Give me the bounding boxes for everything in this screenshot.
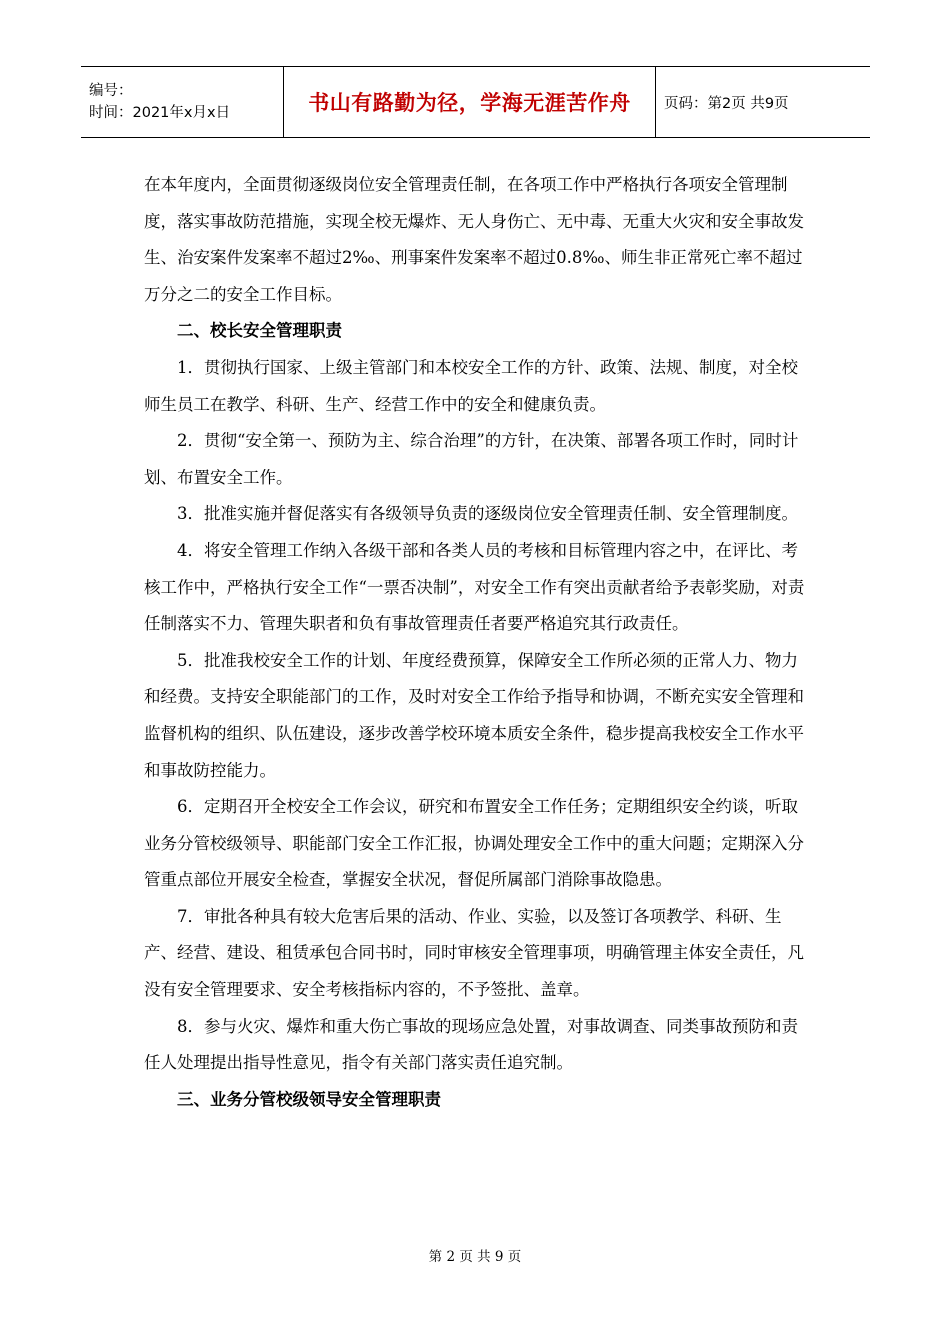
number-label: 编号： [89, 83, 133, 99]
page-header [81, 66, 870, 138]
header-page-info [656, 67, 870, 137]
duty-item-7: 7．审批各种具有较大危害后果的活动、作业、实验，以及签订各项教学、科研、生产、经营、建设、租赁承包合同书时，同时审核安全管理事项，明确管理主体安全责任，凡没有安全管理要求、安全考核指标内容的，不予签批、盖章。 [144, 906, 804, 1000]
duty-item-1: 1．贯彻执行国家、上级主管部门和本校安全工作的方针、政策、法规、制度，对全校师生员工在教学、科研、生产、经营工作中的安全和健康负责。 [144, 357, 798, 414]
section-heading-2: 二、校长安全管理职责 [177, 321, 342, 341]
page-label: 页码：第2页 共9页 [664, 95, 789, 112]
duty-item-3: 3．批准实施并督促落实有各级领导负责的逐级岗位安全管理责任制、安全管理制度。 [177, 504, 798, 524]
duty-item-5: 5．批准我校安全工作的计划、年度经费预算，保障安全工作所必须的正常人力、物力和经费。支持安全职能部门的工作，及时对安全工作给予指导和协调，不断充实安全管理和监督机构的组织、队伍建设，逐步改善学校环境本质安全条件，稳步提高我校安全工作水平和事故防控能力。 [144, 650, 804, 780]
motto-text: 书山有路勤为径，学海无涯苦作舟 [308, 91, 631, 115]
page-footer: 第 2 页 共 9 页 [428, 1249, 522, 1265]
intro-paragraph: 在本年度内，全面贯彻逐级岗位安全管理责任制，在各项工作中严格执行各项安全管理制度，落实事故防范措施，实现全校无爆炸、无人身伤亡、无中毒、无重大火灾和安全事故发生、治安案件发案率不超过2‰、刑事案件发案率不超过0.8‰、师生非正常死亡率不超过万分之二的安全工作目标。 [144, 175, 804, 304]
duty-item-6: 6．定期召开全校安全工作会议，研究和布置安全工作任务；定期组织安全约谈，听取业务分管校级领导、职能部门安全工作汇报，协调处理安全工作中的重大问题；定期深入分管重点部位开展安全检查，掌握安全状况，督促所属部门消除事故隐患。 [144, 797, 804, 890]
duty-item-8: 8．参与火灾、爆炸和重大伤亡事故的现场应急处置，对事故调查、同类事故预防和责任人处理提出指导性意见，指令有关部门落实责任追究制。 [144, 1016, 798, 1073]
duty-item-2: 2．贯彻“安全第一、预防为主、综合治理”的方针，在决策、部署各项工作时，同时计划、布置安全工作。 [144, 431, 799, 487]
date-label: 时间：2021年x月x日 [89, 105, 231, 121]
document-body [144, 167, 808, 1118]
header-motto [283, 67, 656, 137]
header-meta [81, 67, 283, 137]
section-heading-3: 三、业务分管校级领导安全管理职责 [177, 1089, 441, 1109]
duty-item-4: 4．将安全管理工作纳入各级干部和各类人员的考核和目标管理内容之中，在评比、考核工作中，严格执行安全工作“一票否决制”，对安全工作有突出贡献者给予表彰奖励，对责任制落实不力、管理失职者和负有事故管理责任者要严格追究其行政责任。 [144, 540, 805, 634]
